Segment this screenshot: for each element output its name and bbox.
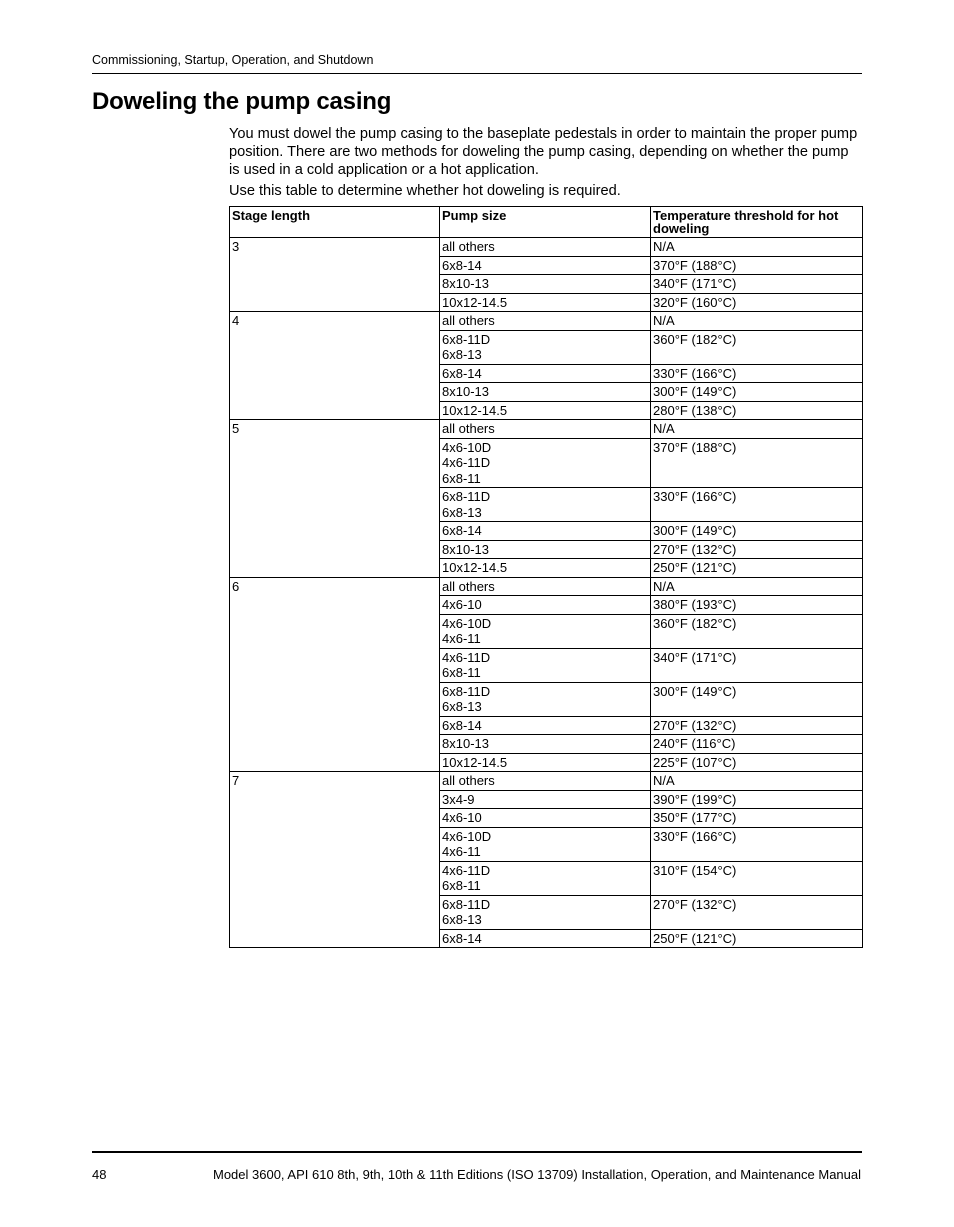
pump-size-cell: 4x6-10 <box>440 809 651 828</box>
temperature-threshold-cell: 350°F (177°C) <box>651 809 863 828</box>
pump-size-cell: all others <box>440 577 651 596</box>
pump-size-cell: 6x8-11D 6x8-13 <box>440 330 651 364</box>
page-number: 48 <box>92 1167 107 1182</box>
temperature-threshold-cell: 330°F (166°C) <box>651 364 863 383</box>
column-header-stage-length: Stage length <box>230 207 440 238</box>
pump-size-cell: 6x8-11D 6x8-13 <box>440 488 651 522</box>
temperature-threshold-cell: 300°F (149°C) <box>651 383 863 402</box>
stage-length-cell: 5 <box>230 420 440 578</box>
pump-size-cell: 6x8-11D 6x8-13 <box>440 895 651 929</box>
pump-size-cell: 4x6-11D 6x8-11 <box>440 861 651 895</box>
temperature-threshold-cell: N/A <box>651 577 863 596</box>
temperature-threshold-cell: 360°F (182°C) <box>651 330 863 364</box>
pump-size-cell: 10x12-14.5 <box>440 401 651 420</box>
footer-rule <box>92 1151 862 1153</box>
temperature-threshold-cell: 310°F (154°C) <box>651 861 863 895</box>
table-row <box>230 238 863 257</box>
pump-size-cell: 4x6-10D 4x6-11D 6x8-11 <box>440 438 651 488</box>
pump-size-cell: all others <box>440 772 651 791</box>
temperature-threshold-cell: N/A <box>651 420 863 439</box>
table-row <box>230 577 863 596</box>
pump-size-cell: 10x12-14.5 <box>440 753 651 772</box>
pump-size-cell: 6x8-11D 6x8-13 <box>440 682 651 716</box>
stage-length-cell: 7 <box>230 772 440 948</box>
manual-title: Model 3600, API 610 8th, 9th, 10th & 11th Editions (ISO 13709) Installation, Operation, and Maintenance Manual <box>212 1167 861 1182</box>
table-row <box>230 312 863 331</box>
pump-size-cell: 8x10-13 <box>440 275 651 294</box>
temperature-threshold-cell: 360°F (182°C) <box>651 614 863 648</box>
temperature-threshold-cell: 280°F (138°C) <box>651 401 863 420</box>
pump-size-cell: all others <box>440 238 651 257</box>
temperature-threshold-cell: 370°F (188°C) <box>651 438 863 488</box>
pump-size-cell: all others <box>440 420 651 439</box>
column-header-pump-size: Pump size <box>440 207 651 238</box>
pump-size-cell: 6x8-14 <box>440 364 651 383</box>
temperature-threshold-cell: 320°F (160°C) <box>651 293 863 312</box>
temperature-threshold-cell: 330°F (166°C) <box>651 488 863 522</box>
pump-size-cell: 10x12-14.5 <box>440 559 651 578</box>
pump-size-cell: 10x12-14.5 <box>440 293 651 312</box>
temperature-threshold-cell: 330°F (166°C) <box>651 827 863 861</box>
intro-paragraph: You must dowel the pump casing to the baseplate pedestals in order to maintain the proper pump position. There are two methods for doweling the pump casing, depending on whether the pump is used in a cold application or a hot application. <box>229 126 858 178</box>
table-intro-paragraph: Use this table to determine whether hot doweling is required. <box>229 183 621 199</box>
stage-length-cell: 4 <box>230 312 440 420</box>
running-head: Commissioning, Startup, Operation, and Shutdown <box>92 53 374 67</box>
temperature-threshold-cell: 270°F (132°C) <box>651 716 863 735</box>
pump-size-cell: 4x6-10D 4x6-11 <box>440 614 651 648</box>
temperature-threshold-cell: N/A <box>651 772 863 791</box>
section-title: Doweling the pump casing <box>92 88 392 115</box>
temperature-threshold-cell: 380°F (193°C) <box>651 596 863 615</box>
table-row <box>230 772 863 791</box>
temperature-threshold-cell: 300°F (149°C) <box>651 522 863 541</box>
pump-size-cell: 6x8-14 <box>440 716 651 735</box>
pump-size-cell: 3x4-9 <box>440 790 651 809</box>
temperature-threshold-cell: 250°F (121°C) <box>651 559 863 578</box>
stage-length-cell: 3 <box>230 238 440 312</box>
stage-length-cell: 6 <box>230 577 440 772</box>
table-row <box>230 420 863 439</box>
temperature-threshold-cell: 370°F (188°C) <box>651 256 863 275</box>
column-header-temperature-threshold: Temperature threshold for hot doweling <box>651 207 863 238</box>
pump-size-cell: 8x10-13 <box>440 540 651 559</box>
temperature-threshold-cell: 270°F (132°C) <box>651 895 863 929</box>
temperature-threshold-cell: 340°F (171°C) <box>651 648 863 682</box>
temperature-threshold-cell: N/A <box>651 238 863 257</box>
temperature-threshold-cell: 250°F (121°C) <box>651 929 863 948</box>
pump-size-cell: 4x6-11D 6x8-11 <box>440 648 651 682</box>
pump-size-cell: 4x6-10 <box>440 596 651 615</box>
pump-size-cell: all others <box>440 312 651 331</box>
pump-size-cell: 8x10-13 <box>440 383 651 402</box>
pump-size-cell: 8x10-13 <box>440 735 651 754</box>
temperature-threshold-cell: N/A <box>651 312 863 331</box>
temperature-threshold-cell: 340°F (171°C) <box>651 275 863 294</box>
pump-size-cell: 6x8-14 <box>440 522 651 541</box>
temperature-threshold-cell: 390°F (199°C) <box>651 790 863 809</box>
table-header-row <box>230 207 863 238</box>
pump-size-cell: 6x8-14 <box>440 929 651 948</box>
temperature-threshold-cell: 300°F (149°C) <box>651 682 863 716</box>
header-rule <box>92 73 862 74</box>
hot-doweling-table <box>229 206 863 948</box>
pump-size-cell: 6x8-14 <box>440 256 651 275</box>
pump-size-cell: 4x6-10D 4x6-11 <box>440 827 651 861</box>
temperature-threshold-cell: 270°F (132°C) <box>651 540 863 559</box>
temperature-threshold-cell: 225°F (107°C) <box>651 753 863 772</box>
temperature-threshold-cell: 240°F (116°C) <box>651 735 863 754</box>
